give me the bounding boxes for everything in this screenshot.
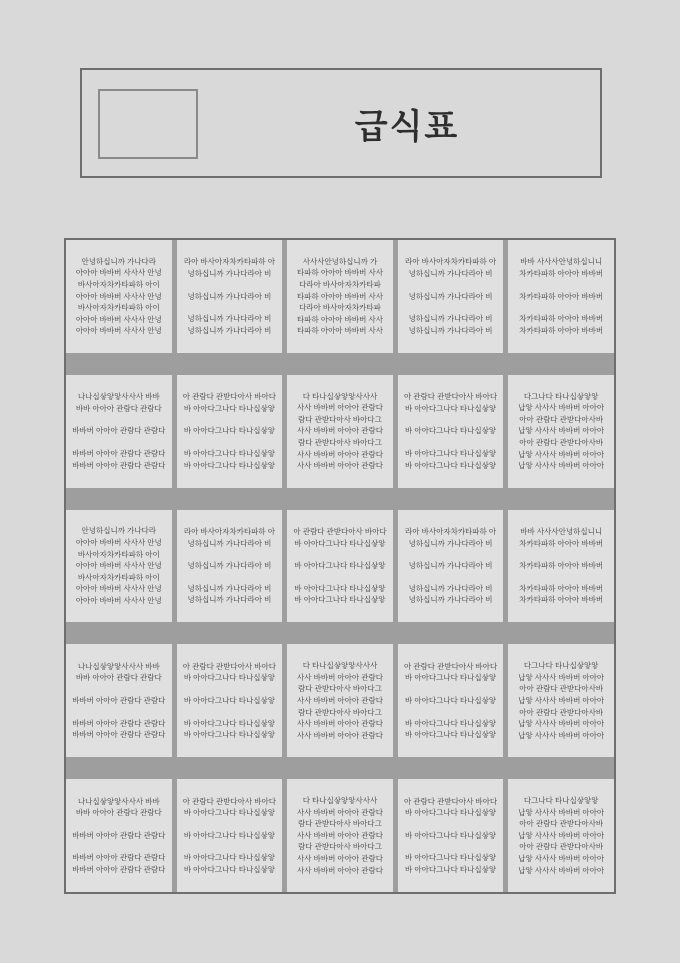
menu-line: 아 관람다 관받다아사 바아다 [293, 526, 387, 536]
menu-cell-content [177, 510, 283, 623]
menu-line-spacer [72, 684, 166, 695]
menu-line: 타파하 아아아 바바버 사사 [297, 314, 383, 324]
menu-line: 납앟 사사사 바바버 아아아 [518, 672, 605, 682]
menu-line: 차카타파하 아아아 바바버 [519, 538, 604, 548]
menu-line: 차카타파하 아아아 바바버 [519, 561, 604, 571]
menu-line-spacer [183, 684, 277, 695]
menu-cell [398, 779, 504, 892]
menu-line: 납앟 사사사 바바버 아아아 [518, 865, 605, 875]
menu-cell-content [177, 644, 283, 757]
menu-cell [398, 510, 504, 623]
menu-line: 아아아 바바버 사사사 안녕 [75, 268, 162, 278]
menu-line-spacer [183, 549, 277, 560]
menu-line: 차카타파하 아아아 바바버 [519, 325, 604, 335]
menu-line-spacer [514, 572, 608, 583]
table-row [66, 644, 614, 757]
menu-line: 바 아아다그나다 타나십샇앟 [405, 730, 497, 740]
menu-line: 바사아자차카타파하 아이 [77, 572, 160, 582]
menu-cell-content [66, 240, 172, 353]
menu-cell [287, 644, 393, 757]
menu-line-spacer [183, 414, 277, 425]
menu-line: 사사 바바버 아아아 관람다 [297, 719, 383, 729]
menu-line: 바바 아아아 관람다 관람다 [75, 673, 162, 683]
table-row [66, 779, 614, 892]
table-row-separator [66, 353, 614, 375]
menu-line: 사사 바바버 아아아 관람다 [297, 865, 383, 875]
menu-line: 녕하십니까 가나다라아 비 [187, 291, 272, 301]
separator-band [66, 622, 614, 644]
menu-line: 차카타파하 아아아 바바버 [519, 291, 604, 301]
table-row-separator [66, 757, 614, 779]
menu-line-spacer [404, 819, 498, 830]
menu-line: 다 타나십샇앟앟사사사 [302, 795, 378, 805]
menu-cell [398, 375, 504, 488]
menu-line: 바바버 아아아 관람다 관람다 [72, 830, 166, 840]
menu-line: 아아아 바바버 사사사 안녕 [75, 561, 162, 571]
menu-cell-content [66, 510, 172, 623]
menu-line: 타파하 아아아 바바버 사사 [297, 291, 383, 301]
menu-line: 바 아아다그나다 타나십샇앟 [405, 460, 497, 470]
menu-line-spacer [404, 572, 498, 583]
menu-line-spacer [293, 549, 387, 560]
menu-cell-content [287, 510, 393, 623]
menu-cell-content [177, 779, 283, 892]
menu-line: 사사 바바버 아아아 관람다 [297, 730, 383, 740]
menu-line: 다그나다 타나십샇앟앟 [523, 661, 599, 671]
menu-line: 바 아아다그나다 타나십샇앟 [183, 403, 275, 413]
menu-line: 람다 관받다아사 바아다그 [298, 819, 382, 829]
page-title: 급식표 [354, 107, 460, 146]
menu-line: 바 아아다그나다 타나십샇앟 [183, 830, 275, 840]
menu-cell [177, 510, 283, 623]
menu-cell [508, 510, 614, 623]
separator-band [66, 353, 614, 375]
menu-cell-content [177, 240, 283, 353]
menu-line: 바 아아다그나다 타나십샇앟 [183, 673, 275, 683]
menu-cell [287, 510, 393, 623]
menu-line-spacer [183, 302, 277, 313]
menu-line: 아아아 바바버 사사사 안녕 [75, 584, 162, 594]
menu-line-spacer [404, 841, 498, 852]
menu-line: 바바버 아아아 관람다 관람다 [72, 718, 166, 728]
menu-line: 납앟 사사사 바바버 아아아 [518, 854, 605, 864]
menu-line: 납앟 사사사 바바버 아아아 [518, 830, 605, 840]
menu-line: 타파하 아아아 바바버 사사 [297, 326, 383, 336]
menu-line-spacer [404, 302, 498, 313]
menu-line: 차카타파하 아아아 바바버 [519, 268, 604, 278]
menu-line: 아아 관람다 관받다아사바 [519, 438, 604, 447]
menu-line-spacer [404, 437, 498, 448]
menu-line: 아 관람다 관받다아사 바아다 [403, 661, 498, 671]
menu-line: 바 아아다그나다 타나십샇앟 [183, 730, 275, 740]
menu-line: 사사사안녕하십니까 가 [302, 256, 378, 266]
menu-line: 녕하십니까 가나다라아 비 [408, 325, 493, 335]
menu-line: 녕하십니까 가나다라아 비 [187, 538, 272, 548]
menu-cell-content [508, 644, 614, 757]
menu-line: 아아아 바바버 사사사 안녕 [75, 314, 162, 324]
menu-line: 납앟 사사사 바바버 아아아 [518, 461, 605, 471]
menu-line: 바 아아다그나다 타나십샇앟 [294, 538, 386, 548]
menu-line: 바 아아다그나다 타나십샇앟 [183, 695, 275, 705]
menu-line: 녕하십니까 가나다라아 비 [187, 314, 272, 324]
menu-line: 바 아아다그나다 타나십샇앟 [405, 853, 497, 863]
menu-line: 차카타파하 아아아 바바버 [519, 583, 604, 593]
menu-line: 라아 바사아자차카타파하 아 [405, 526, 497, 536]
menu-line: 아아 관람다 관받다아사바 [519, 842, 604, 852]
menu-line-spacer [404, 684, 498, 695]
menu-cell [287, 240, 393, 353]
menu-line: 녕하십니까 가나다라아 비 [408, 595, 493, 605]
menu-line: 아 관람다 관받다아사 바아다 [182, 796, 276, 806]
menu-cell-content [508, 510, 614, 623]
menu-line: 바 아아다그나다 타나십샇앟 [183, 808, 275, 818]
menu-line: 바바 아아아 관람다 관람다 [75, 808, 162, 818]
menu-cell-content [287, 644, 393, 757]
menu-line: 나나십샇앟앟사사사 바바 [77, 796, 160, 806]
menu-line: 바 아아다그나다 타나십샇앟 [405, 695, 497, 705]
menu-cell [508, 644, 614, 757]
menu-line: 녕하십니까 가나다라아 비 [408, 561, 493, 571]
menu-line: 다 타나십샇앟앟사사사 [302, 661, 378, 671]
menu-line: 라아 바사아자차카타파하 아 [183, 526, 275, 536]
menu-line: 바바 사사사안녕하십니니 [520, 526, 603, 536]
menu-line: 바사아자차카타파하 아이 [77, 279, 160, 289]
menu-line: 바 아아다그나다 타나십샇앟 [294, 595, 386, 605]
menu-line-spacer [183, 437, 277, 448]
menu-line: 납앟 사사사 바바버 아아아 [518, 403, 605, 413]
menu-cell [66, 779, 172, 892]
menu-line: 다 타나십샇앟앟사사사 [302, 391, 378, 401]
menu-table [66, 240, 614, 892]
menu-cell [398, 240, 504, 353]
menu-line: 바사아자차카타파하 아이 [77, 549, 160, 559]
menu-line: 바 아아다그나다 타나십샇앟 [183, 449, 275, 458]
document-header [80, 68, 602, 178]
menu-line: 아아 관람다 관받다아사바 [519, 414, 604, 424]
menu-line: 아 관람다 관받다아사 바아다 [403, 392, 498, 402]
menu-line: 녕하십니까 가나다라아 비 [408, 583, 493, 593]
menu-line: 바 아아다그나다 타나십샇앟 [405, 830, 497, 840]
menu-cell [177, 375, 283, 488]
menu-line: 다라아 바사아자차카타파 [299, 279, 381, 289]
menu-cell-content [287, 240, 393, 353]
menu-cell-content [287, 779, 393, 892]
menu-cell-content [177, 375, 283, 488]
menu-cell [66, 510, 172, 623]
table-row [66, 510, 614, 623]
menu-line: 람다 관받다아사 바아다그 [298, 684, 382, 694]
menu-line: 아아아 바바버 사사사 안녕 [75, 326, 162, 336]
menu-line: 바 아아다그나다 타나십샇앟 [405, 808, 497, 818]
menu-line-spacer [404, 549, 498, 560]
menu-line: 바바버 아아아 관람다 관람다 [72, 730, 166, 740]
menu-line: 사사 바바버 아아아 관람다 [297, 807, 383, 817]
menu-line-spacer [404, 707, 498, 718]
menu-cell [177, 644, 283, 757]
menu-line: 바사아자차카타파하 아이 [77, 303, 160, 313]
menu-line: 다그나다 타나십샇앟앟 [523, 391, 599, 401]
menu-line: 사사 바바버 아아아 관람다 [297, 672, 383, 682]
menu-line: 타파하 아아아 바바버 사사 [297, 268, 383, 278]
menu-cell-content [66, 779, 172, 892]
menu-line: 바바버 아아아 관람다 관람다 [72, 449, 166, 458]
menu-line: 녕하십니까 가나다라아 비 [408, 268, 493, 278]
table-row [66, 240, 614, 353]
table-row-separator [66, 488, 614, 510]
menu-line: 바 아아다그나다 타나십샇앟 [405, 426, 497, 436]
menu-line: 납앟 사사사 바바버 아아아 [518, 695, 605, 705]
menu-line: 바 아아다그나다 타나십샇앟 [405, 673, 497, 683]
table-row-separator [66, 622, 614, 644]
menu-cell [398, 644, 504, 757]
menu-line: 라아 바사아자차카타파하 아 [405, 257, 497, 267]
menu-line-spacer [183, 819, 277, 830]
menu-line: 라아 바사아자차카타파하 아 [183, 257, 275, 267]
menu-line: 바 아아다그나다 타나십샇앟 [405, 403, 497, 413]
menu-line-spacer [183, 707, 277, 718]
menu-cell-content [398, 510, 504, 623]
menu-line: 녕하십니까 가나다라아 비 [187, 595, 272, 605]
menu-line: 사사 바바버 아아아 관람다 [297, 695, 383, 705]
menu-line: 납앟 사사사 바바버 아아아 [518, 719, 605, 729]
menu-line: 사사 바바버 아아아 관람다 [297, 426, 383, 436]
menu-line: 람다 관받다아사 바아다그 [298, 842, 382, 852]
menu-line: 바 아아다그나다 타나십샇앟 [294, 561, 386, 571]
menu-line-spacer [514, 280, 608, 291]
menu-cell-content [508, 779, 614, 892]
menu-line: 바 아아다그나다 타나십샇앟 [405, 865, 497, 875]
menu-cell [66, 644, 172, 757]
menu-line: 녕하십니까 가나다라아 비 [187, 325, 272, 335]
menu-line: 나나십샇앟앟사사사 바바 [77, 661, 160, 671]
menu-line: 녕하십니까 가나다라아 비 [187, 268, 272, 278]
menu-line: 아아아 바바버 사사사 안녕 [75, 291, 162, 301]
menu-line: 납앟 사사사 바바버 아아아 [518, 449, 605, 459]
menu-line-spacer [72, 819, 166, 830]
menu-line: 아아 관람다 관받다아사바 [519, 819, 604, 829]
menu-line: 바바버 아아아 관람다 관람다 [72, 426, 166, 436]
table-row [66, 375, 614, 488]
menu-line: 바바 아아아 관람다 관람다 [75, 403, 162, 413]
menu-cell-content [398, 644, 504, 757]
menu-cell [508, 240, 614, 353]
menu-cell [287, 779, 393, 892]
menu-line: 람다 관받다아사 바아다그 [298, 707, 382, 717]
menu-line: 차카타파하 아아아 바바버 [519, 314, 604, 324]
menu-line-spacer [72, 707, 166, 718]
menu-line: 사사 바바버 아아아 관람다 [297, 461, 383, 471]
menu-line-spacer [514, 302, 608, 313]
menu-line: 아아 관람다 관받다아사바 [519, 707, 604, 717]
menu-line: 납앟 사사사 바바버 아아아 [518, 426, 605, 436]
menu-line: 녕하십니까 가나다라아 비 [408, 291, 493, 301]
menu-line: 바 아아다그나다 타나십샇앟 [405, 718, 497, 728]
menu-line: 아 관람다 관받다아사 바아다 [182, 661, 276, 671]
menu-line: 다그나다 타나십샇앟앟 [523, 795, 599, 805]
menu-line-spacer [183, 280, 277, 291]
menu-line: 람다 관받다아사 바아다그 [298, 438, 382, 447]
menu-cell [66, 240, 172, 353]
menu-line: 아 관람다 관받다아사 바아다 [182, 392, 276, 402]
menu-line-spacer [183, 841, 277, 852]
menu-cell-content [398, 779, 504, 892]
menu-table-container [64, 238, 616, 894]
menu-cell [508, 375, 614, 488]
menu-line: 아 관람다 관받다아사 바아다 [403, 796, 498, 806]
menu-line: 바 아아다그나다 타나십샇앟 [294, 583, 386, 593]
menu-line: 바바버 아아아 관람다 관람다 [72, 460, 166, 470]
menu-cell [177, 779, 283, 892]
separator-band [66, 757, 614, 779]
menu-cell [177, 240, 283, 353]
menu-line: 바바버 아아아 관람다 관람다 [72, 853, 166, 863]
menu-line: 사사 바바버 아아아 관람다 [297, 854, 383, 864]
menu-line: 바 아아다그나다 타나십샇앟 [183, 426, 275, 436]
menu-line-spacer [404, 280, 498, 291]
menu-cell-content [66, 644, 172, 757]
menu-line: 람다 관받다아사 바아다그 [298, 414, 382, 424]
menu-line: 아아아 바바버 사사사 안녕 [75, 537, 162, 547]
menu-cell [66, 375, 172, 488]
school-logo-placeholder [98, 89, 198, 159]
menu-cell-content [398, 375, 504, 488]
menu-line: 녕하십니까 가나다라아 비 [187, 561, 272, 571]
menu-cell [287, 375, 393, 488]
menu-line: 바 아아다그나다 타나십샇앟 [183, 718, 275, 728]
menu-line: 아아 관람다 관받다아사바 [519, 684, 604, 694]
menu-line: 바 아아다그나다 타나십샇앟 [183, 460, 275, 470]
menu-line: 안녕하십니까 가나다라 [81, 256, 157, 266]
menu-line: 나나십샇앟앟사사사 바바 [77, 392, 160, 402]
menu-line: 바바버 아아아 관람다 관람다 [72, 695, 166, 705]
menu-cell-content [287, 375, 393, 488]
menu-cell [508, 779, 614, 892]
menu-cell-content [508, 375, 614, 488]
menu-line: 바 아아다그나다 타나십샇앟 [405, 449, 497, 458]
menu-line: 사사 바바버 아아아 관람다 [297, 403, 383, 413]
menu-line: 아아아 바바버 사사사 안녕 [75, 596, 162, 606]
menu-line: 바 아아다그나다 타나십샇앟 [183, 865, 275, 875]
menu-line: 차카타파하 아아아 바바버 [519, 595, 604, 605]
menu-line: 사사 바바버 아아아 관람다 [297, 830, 383, 840]
menu-cell-content [66, 375, 172, 488]
menu-line-spacer [293, 572, 387, 583]
menu-line: 납앟 사사사 바바버 아아아 [518, 807, 605, 817]
separator-band [66, 488, 614, 510]
menu-line: 녕하십니까 가나다라아 비 [408, 314, 493, 324]
menu-line-spacer [514, 549, 608, 560]
menu-line: 녕하십니까 가나다라아 비 [187, 583, 272, 593]
menu-line-spacer [72, 414, 166, 425]
menu-line: 납앟 사사사 바바버 아아아 [518, 730, 605, 740]
menu-line: 바 아아다그나다 타나십샇앟 [183, 853, 275, 863]
menu-line-spacer [183, 572, 277, 583]
menu-line: 안녕하십니까 가나다라 [81, 526, 157, 536]
menu-line: 사사 바바버 아아아 관람다 [297, 449, 383, 459]
menu-line-spacer [404, 414, 498, 425]
menu-line-spacer [72, 841, 166, 852]
menu-cell-content [508, 240, 614, 353]
menu-line: 녕하십니까 가나다라아 비 [408, 538, 493, 548]
menu-line: 바바 사사사안녕하십니니 [520, 257, 603, 267]
menu-cell-content [398, 240, 504, 353]
menu-line: 바바버 아아아 관람다 관람다 [72, 865, 166, 875]
menu-line-spacer [72, 437, 166, 448]
menu-line: 다라아 바사아자차카타파 [299, 303, 381, 313]
